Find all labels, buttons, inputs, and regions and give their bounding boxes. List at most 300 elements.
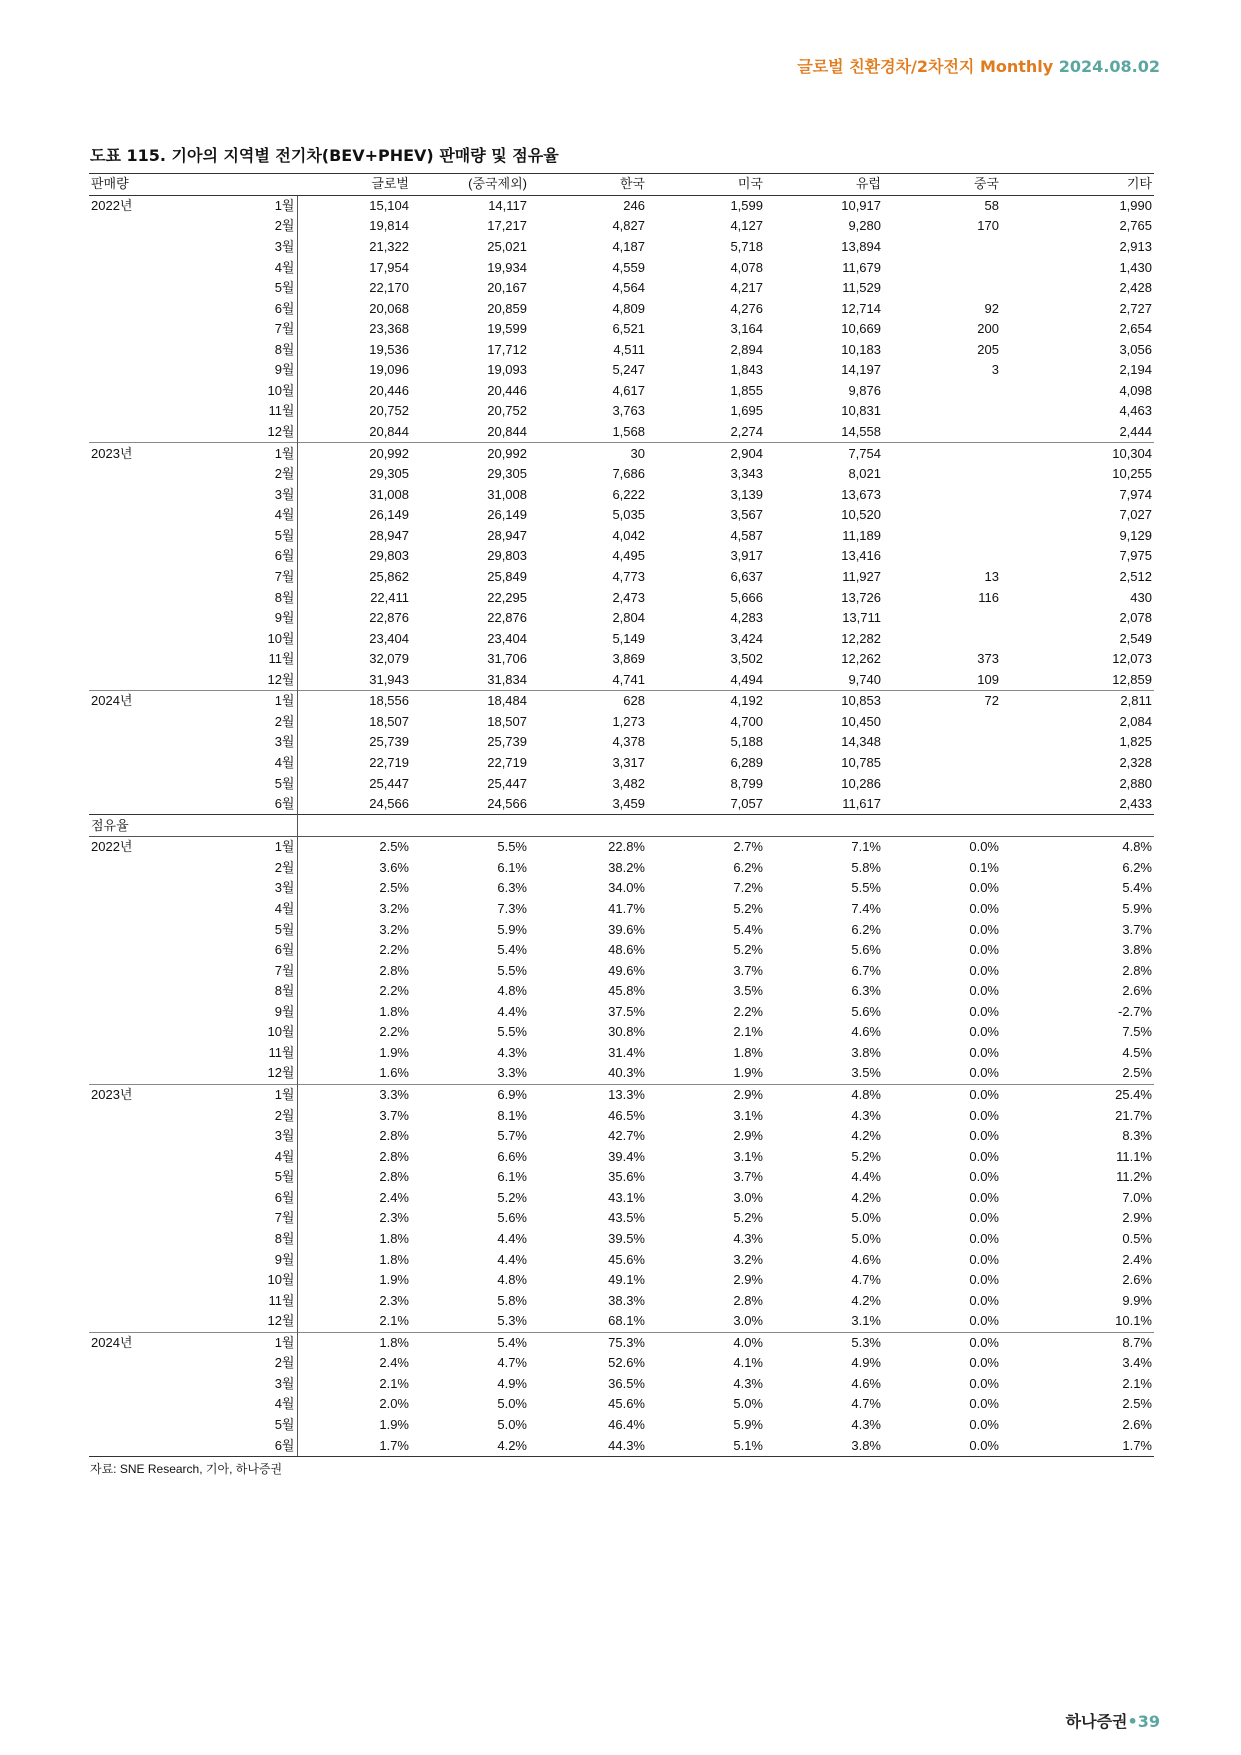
data-cell: 116: [978, 589, 999, 605]
data-cell: 9,740: [848, 671, 881, 687]
data-cell: 38.2%: [608, 859, 645, 875]
table-row: [89, 858, 1154, 879]
data-cell: 4.4%: [497, 1230, 527, 1246]
data-cell: 2.4%: [379, 1355, 409, 1371]
column-header: 글로벌: [297, 174, 411, 196]
month-label: 6월: [179, 1188, 297, 1209]
column-header: 중국: [883, 174, 1001, 196]
table-row: [89, 1270, 1154, 1291]
data-cell: 4,463: [1119, 403, 1152, 419]
data-cell: 1,273: [612, 713, 645, 729]
table-row: [89, 981, 1154, 1002]
table-row: [89, 670, 1154, 691]
data-cell: 2.2%: [379, 983, 409, 999]
data-cell: 2.8%: [733, 1292, 763, 1308]
table-row: [89, 1311, 1154, 1332]
year-label: [89, 773, 179, 794]
table-row: [89, 505, 1154, 526]
month-label: 11월: [179, 1043, 297, 1064]
data-cell: 43.1%: [608, 1189, 645, 1205]
data-cell: 4.3%: [497, 1044, 527, 1060]
data-cell: 4.9%: [497, 1375, 527, 1391]
data-cell: 14,197: [841, 362, 881, 378]
data-cell: 2,433: [1119, 796, 1152, 812]
table-row: [89, 794, 1154, 815]
data-cell: 4,495: [612, 548, 645, 564]
data-cell: [883, 773, 1001, 794]
data-cell: 3,917: [730, 548, 763, 564]
data-cell: 4.8%: [765, 1084, 883, 1105]
data-cell: 5.4%: [1122, 880, 1152, 896]
table-row: [89, 340, 1154, 361]
data-cell: 12,282: [841, 630, 881, 646]
year-label: [89, 628, 179, 649]
table-row: [89, 422, 1154, 443]
data-cell: 6,637: [730, 568, 763, 584]
data-cell: 9,129: [1119, 527, 1152, 543]
data-cell: 11.2%: [1116, 1169, 1152, 1185]
data-cell: 12,073: [1112, 651, 1152, 667]
year-label: [89, 464, 179, 485]
data-cell: 0.0%: [969, 1003, 999, 1019]
year-label: [89, 1043, 179, 1064]
year-label: [89, 608, 179, 629]
data-cell: 10,286: [841, 775, 881, 791]
data-cell: 6,222: [612, 486, 645, 502]
data-cell: 13,726: [841, 589, 881, 605]
table-row: [89, 257, 1154, 278]
year-label: [89, 340, 179, 361]
data-cell: 5.2%: [733, 1210, 763, 1226]
data-cell: 246: [529, 195, 647, 216]
data-cell: 1.9%: [733, 1065, 763, 1081]
data-cell: 0.0%: [969, 1417, 999, 1433]
data-cell: 2.9%: [733, 1272, 763, 1288]
data-cell: 0.0%: [969, 1355, 999, 1371]
month-label: 9월: [179, 1002, 297, 1023]
data-cell: 11,679: [842, 259, 881, 275]
month-label: 1월: [179, 837, 297, 858]
data-cell: 32,079: [369, 651, 409, 667]
footer-separator: •: [1127, 1712, 1138, 1731]
data-cell: 68.1%: [608, 1313, 645, 1329]
year-label: [89, 1353, 179, 1374]
month-label: 10월: [179, 381, 297, 402]
month-label: 2월: [179, 858, 297, 879]
section-spacer: [297, 815, 1154, 837]
data-cell: 4,283: [730, 610, 763, 626]
data-cell: 3.7%: [379, 1107, 409, 1123]
column-header: 판매량: [89, 174, 179, 196]
month-label: 9월: [179, 1249, 297, 1270]
month-label: 1월: [179, 443, 297, 464]
data-cell: 4.5%: [1122, 1044, 1152, 1060]
data-cell: 0.0%: [883, 1084, 1001, 1105]
report-series-title: 글로벌 친환경차/2차전지 Monthly: [797, 57, 1054, 76]
data-cell: 2.4%: [379, 1189, 409, 1205]
year-label: [89, 1146, 179, 1167]
table-row: [89, 1105, 1154, 1126]
data-cell: 31,943: [369, 671, 409, 687]
month-label: 1월: [179, 1084, 297, 1105]
data-cell: 10,785: [841, 755, 881, 771]
data-cell: 3.1%: [733, 1148, 763, 1164]
table-row: [89, 443, 1154, 464]
data-cell: 17,712: [487, 341, 527, 357]
data-cell: 4,587: [730, 527, 763, 543]
data-cell: 6.3%: [851, 983, 881, 999]
data-cell: 4.3%: [733, 1375, 763, 1391]
data-cell: 2.6%: [1122, 1272, 1152, 1288]
data-cell: 7,057: [730, 796, 763, 812]
data-cell: 4.4%: [497, 1003, 527, 1019]
month-label: 7월: [179, 960, 297, 981]
data-cell: 12,262: [841, 651, 881, 667]
month-label: 4월: [179, 753, 297, 774]
data-cell: 10,255: [1112, 466, 1152, 482]
data-cell: 3.8%: [765, 1435, 883, 1456]
year-label: [89, 1415, 179, 1436]
data-cell: 5.9%: [497, 921, 527, 937]
year-label: [89, 1270, 179, 1291]
data-cell: 4.6%: [851, 1375, 881, 1391]
data-cell: 3.3%: [497, 1065, 527, 1081]
data-cell: 3,317: [612, 755, 645, 771]
data-cell: 1.7%: [1001, 1435, 1154, 1456]
data-cell: 2.3%: [379, 1210, 409, 1226]
data-cell: 1.8%: [379, 1251, 409, 1267]
data-cell: [883, 712, 1001, 733]
month-label: 1월: [179, 195, 297, 216]
data-cell: 4.1%: [733, 1355, 763, 1371]
data-cell: 1.8%: [379, 1003, 409, 1019]
data-cell: 4,187: [612, 238, 645, 254]
data-cell: 35.6%: [608, 1169, 645, 1185]
year-label: [89, 732, 179, 753]
month-label: 2월: [179, 712, 297, 733]
data-cell: [883, 484, 1001, 505]
data-cell: 4,494: [730, 671, 763, 687]
month-label: 1월: [179, 691, 297, 712]
data-cell: 37.5%: [608, 1003, 645, 1019]
month-label: 8월: [179, 587, 297, 608]
data-cell: 3.5%: [851, 1065, 881, 1081]
table-row: [89, 216, 1154, 237]
data-cell: 12,714: [841, 300, 881, 316]
footer-brand: 하나증권: [1065, 1712, 1128, 1731]
data-cell: 4,217: [730, 280, 763, 296]
data-cell: 0.0%: [969, 1375, 999, 1391]
data-cell: 2.9%: [647, 1084, 765, 1105]
data-cell: 22,170: [369, 280, 409, 296]
column-header-spacer: [179, 174, 297, 196]
data-cell: 6.2%: [733, 859, 763, 875]
data-cell: 2,811: [1001, 691, 1154, 712]
table-row: [89, 878, 1154, 899]
data-cell: 5,035: [612, 507, 645, 523]
data-cell: 2.8%: [1122, 962, 1152, 978]
data-cell: 28,947: [369, 527, 409, 543]
data-cell: 7,975: [1119, 548, 1152, 564]
data-cell: 2.1%: [379, 1313, 409, 1329]
table-row: [89, 1353, 1154, 1374]
data-cell: 58: [883, 195, 1001, 216]
year-label: [89, 1229, 179, 1250]
data-cell: 8.1%: [497, 1107, 527, 1123]
data-cell: 23,404: [487, 630, 527, 646]
data-cell: 4,700: [730, 713, 763, 729]
data-cell: 2.5%: [1122, 1065, 1152, 1081]
data-cell: 2,880: [1119, 775, 1152, 791]
data-cell: 2.2%: [379, 942, 409, 958]
data-cell: 29,305: [487, 466, 527, 482]
data-cell: 13,894: [841, 238, 881, 254]
table-row: [89, 1374, 1154, 1395]
data-cell: 5.9%: [733, 1417, 763, 1433]
data-cell: 2.5%: [379, 839, 409, 855]
month-label: 2월: [179, 1353, 297, 1374]
data-cell: 7.2%: [733, 880, 763, 896]
data-cell: 0.0%: [969, 921, 999, 937]
data-cell: 13,416: [841, 548, 881, 564]
table-row: [89, 1063, 1154, 1084]
table-row: [89, 319, 1154, 340]
data-cell: 3,343: [730, 466, 763, 482]
data-cell: 4,078: [730, 259, 763, 275]
year-label: [89, 1249, 179, 1270]
data-cell: 25,739: [487, 734, 527, 750]
data-cell: 2.2%: [733, 1003, 763, 1019]
table-row: [89, 464, 1154, 485]
data-cell: 2.9%: [1122, 1210, 1152, 1226]
data-cell: 2,084: [1119, 713, 1152, 729]
data-cell: [883, 381, 1001, 402]
data-cell: 6.2%: [1122, 859, 1152, 875]
data-cell: 6.1%: [497, 859, 527, 875]
data-cell: 19,096: [369, 362, 409, 378]
data-cell: 11,529: [842, 280, 881, 296]
year-label: [89, 546, 179, 567]
year-label: [89, 1126, 179, 1147]
data-cell: 25,739: [369, 734, 409, 750]
data-cell: 13,673: [841, 486, 881, 502]
data-cell: 0.5%: [1122, 1230, 1152, 1246]
data-cell: 7,754: [765, 443, 883, 464]
data-cell: 13.3%: [529, 1084, 647, 1105]
data-cell: 6.1%: [497, 1169, 527, 1185]
data-cell: [883, 278, 1001, 299]
data-cell: 10.1%: [1115, 1313, 1152, 1329]
table-row: [89, 1415, 1154, 1436]
data-cell: 5.6%: [851, 942, 881, 958]
data-cell: 8.3%: [1122, 1128, 1152, 1144]
year-label: [89, 319, 179, 340]
year-label: 2024년: [89, 691, 179, 712]
data-cell: 20,992: [411, 443, 529, 464]
data-cell: 1.8%: [379, 1230, 409, 1246]
data-cell: 5.2%: [497, 1189, 527, 1205]
data-cell: 3,482: [612, 775, 645, 791]
table-title: 도표 115. 기아의 지역별 전기차(BEV+PHEV) 판매량 및 점유율: [90, 146, 559, 165]
data-cell: [883, 401, 1001, 422]
table-row: [89, 649, 1154, 670]
month-label: 2월: [179, 1105, 297, 1126]
data-cell: 18,507: [487, 713, 527, 729]
sales-share-table: [89, 173, 1154, 1457]
data-cell: 2,512: [1119, 568, 1152, 584]
year-label: [89, 505, 179, 526]
year-label: [89, 422, 179, 443]
year-label: 2022년: [91, 839, 133, 855]
month-label: 4월: [179, 257, 297, 278]
data-cell: 5.4%: [733, 921, 763, 937]
year-label: [89, 649, 179, 670]
data-cell: 31,008: [487, 486, 527, 502]
data-cell: 4.7%: [497, 1355, 527, 1371]
table-row: [89, 401, 1154, 422]
data-cell: 5.2%: [733, 942, 763, 958]
data-cell: 0.0%: [969, 1169, 999, 1185]
data-cell: [883, 443, 1001, 464]
data-cell: 0.0%: [969, 962, 999, 978]
data-cell: 8,021: [848, 466, 881, 482]
data-cell: 4.2%: [851, 1128, 881, 1144]
year-label: [89, 360, 179, 381]
data-cell: 1,855: [730, 382, 763, 398]
page-number: 39: [1137, 1712, 1160, 1731]
data-cell: 25,021: [487, 238, 527, 254]
data-cell: [883, 422, 1001, 443]
year-label: 2023년: [89, 443, 179, 464]
year-label: [89, 1290, 179, 1311]
data-cell: 5.2%: [733, 900, 763, 916]
report-header: [797, 54, 1160, 77]
year-label: [89, 1063, 179, 1084]
data-cell: 6.6%: [497, 1148, 527, 1164]
data-cell: 0.0%: [969, 942, 999, 958]
table-row: [89, 1126, 1154, 1147]
data-cell: 26,149: [369, 507, 409, 523]
year-label: [89, 257, 179, 278]
year-label: [89, 216, 179, 237]
data-cell: 2,428: [1119, 280, 1152, 296]
data-cell: 2,473: [612, 589, 645, 605]
data-cell: 2.1%: [733, 1024, 763, 1040]
month-label: 5월: [179, 278, 297, 299]
data-cell: 11,927: [842, 568, 881, 584]
table-row: [89, 1188, 1154, 1209]
column-header: (중국제외): [411, 174, 529, 196]
data-cell: 0.0%: [969, 1251, 999, 1267]
year-label: [89, 484, 179, 505]
data-cell: 29,305: [369, 466, 409, 482]
table-row: [89, 360, 1154, 381]
data-cell: 5.3%: [765, 1332, 883, 1353]
data-cell: 36.5%: [608, 1375, 645, 1391]
year-label: [89, 1022, 179, 1043]
data-cell: 42.7%: [608, 1128, 645, 1144]
month-label: 5월: [179, 526, 297, 547]
data-cell: 1.9%: [379, 1044, 409, 1060]
table-row: [89, 773, 1154, 794]
data-cell: 3,139: [730, 486, 763, 502]
table-row: [89, 1208, 1154, 1229]
table-row: [89, 960, 1154, 981]
data-cell: 5,247: [612, 362, 645, 378]
data-cell: 12,859: [1112, 671, 1152, 687]
data-cell: 29,803: [487, 548, 527, 564]
data-cell: 5.4%: [497, 942, 527, 958]
data-cell: 6,289: [730, 755, 763, 771]
data-cell: 3: [991, 362, 999, 378]
data-cell: 3.2%: [379, 900, 409, 916]
table-row: [89, 691, 1154, 712]
data-cell: 4,127: [730, 218, 763, 234]
data-cell: 23,368: [369, 321, 409, 337]
data-cell: 0.0%: [969, 1107, 999, 1123]
data-cell: 14,348: [841, 734, 881, 750]
month-label: 5월: [179, 919, 297, 940]
data-cell: 29,803: [369, 548, 409, 564]
data-cell: 4.8%: [1122, 839, 1152, 855]
table-row: [89, 1022, 1154, 1043]
data-cell: 5.8%: [851, 859, 881, 875]
table-row: [89, 1167, 1154, 1188]
year-label: [89, 940, 179, 961]
table-row: [89, 195, 1154, 216]
table-body: [89, 195, 1154, 1456]
table-row: [89, 940, 1154, 961]
month-label: 5월: [179, 1415, 297, 1436]
data-cell: 3,763: [612, 403, 645, 419]
data-cell: 7.4%: [851, 900, 881, 916]
month-label: 6월: [179, 546, 297, 567]
year-label: [89, 401, 179, 422]
data-cell: 20,752: [487, 403, 527, 419]
year-label: [89, 1167, 179, 1188]
table-row: [89, 1249, 1154, 1270]
table-row: [89, 837, 1154, 858]
data-cell: 6.3%: [497, 880, 527, 896]
table-row: [89, 1043, 1154, 1064]
section-spacer: [179, 815, 297, 837]
data-cell: 1,825: [1119, 734, 1152, 750]
table-row: [89, 1002, 1154, 1023]
data-cell: 2,194: [1119, 362, 1152, 378]
data-cell: 5,666: [730, 589, 763, 605]
data-cell: 5.0%: [851, 1230, 881, 1246]
data-cell: 5.6%: [851, 1003, 881, 1019]
data-cell: 3.8%: [851, 1044, 881, 1060]
data-cell: 22.8%: [608, 839, 645, 855]
data-cell: 5.3%: [497, 1313, 527, 1329]
data-cell: 0.0%: [969, 1024, 999, 1040]
data-cell: 5.9%: [1122, 900, 1152, 916]
month-label: 8월: [179, 981, 297, 1002]
data-cell: 3,164: [730, 321, 763, 337]
month-label: 8월: [179, 1229, 297, 1250]
data-cell: 21.7%: [1115, 1107, 1152, 1123]
data-cell: 3,869: [612, 651, 645, 667]
data-cell: 2,549: [1119, 630, 1152, 646]
data-cell: 1.8%: [733, 1044, 763, 1060]
data-cell: 19,536: [369, 341, 409, 357]
data-cell: 5,718: [730, 238, 763, 254]
data-cell: 0.0%: [969, 1044, 999, 1060]
table-row: [89, 381, 1154, 402]
data-cell: 3.7%: [733, 1169, 763, 1185]
data-cell: 48.6%: [608, 942, 645, 958]
